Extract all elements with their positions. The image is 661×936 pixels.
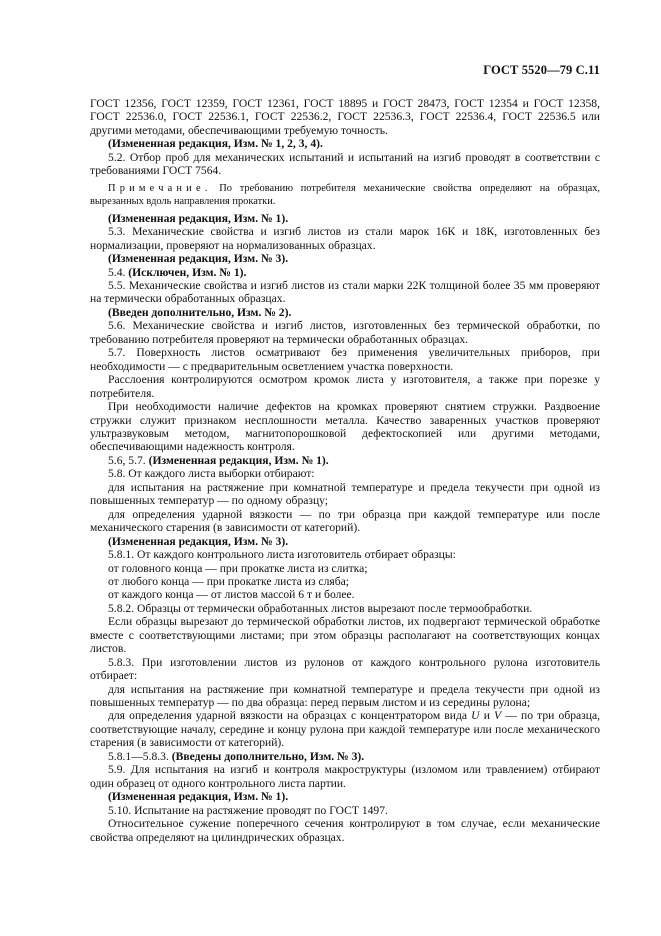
amendment-note	[90, 790, 600, 803]
text-run: Расслоения контролируются осмотром кромок листа у изготовителя, а также при порезке у потребителя.	[90, 373, 600, 400]
text-run: 5.5. Механические свойства и изгиб листов из стали марки 22К толщиной более 35 мм проверяют на термически обработанных образцах.	[90, 278, 600, 306]
paragraph	[90, 467, 600, 480]
text-run: 5.10. Испытание на растяжение проводят по ГОСТ 1497.	[108, 803, 388, 817]
paragraph	[90, 656, 600, 683]
paragraph	[90, 683, 600, 710]
paragraph	[90, 225, 600, 252]
paragraph	[90, 562, 600, 575]
paragraph	[90, 602, 600, 615]
italic-text: U	[471, 709, 480, 723]
text-run: от каждого конца — от листов массой 6 т и более.	[108, 588, 355, 602]
amendment-note	[90, 252, 600, 265]
amendment-note	[90, 306, 600, 319]
text-run: (Введен дополнительно, Изм. № 2).	[108, 305, 292, 319]
paragraph	[90, 319, 600, 346]
text-run: 5.8.1—5.8.3.	[108, 749, 172, 763]
text-run: (Измененная редакция, Изм. № 1).	[108, 211, 289, 225]
paragraph	[90, 750, 600, 763]
text-run: 5.8.1. От каждого контрольного листа изготовитель отбирает образцы:	[108, 548, 456, 562]
page-header: ГОСТ 5520—79 С.11	[483, 63, 600, 77]
paragraph	[90, 373, 600, 400]
bold-text: (Исключен, Изм. № 1).	[128, 265, 247, 279]
paragraph	[90, 346, 600, 373]
paragraph	[90, 508, 600, 535]
text-run: (Измененная редакция, Изм. № 1, 2, 3, 4).	[108, 137, 323, 151]
text-run: 5.9. Для испытания на изгиб и контроля макроструктуры (изломом или травлением) отбирают один образец от одного контрольного листа партии.	[90, 763, 600, 790]
text-run: от головного конца — при прокатке листа из слитка;	[108, 561, 368, 575]
text-run: (Измененная редакция, Изм. № 3).	[108, 534, 289, 548]
paragraph	[90, 97, 600, 137]
paragraph	[90, 481, 600, 508]
paragraph	[90, 400, 600, 454]
paragraph	[90, 279, 600, 306]
text-run: 5.3. Механические свойства и изгиб листов из стали марок 16К и 18К, изготовленных без нормализации, проверяют на нормализованных образцах.	[90, 225, 600, 252]
text-run: 5.8. От каждого листа выборки отбирают:	[108, 467, 315, 481]
note-paragraph	[90, 182, 600, 208]
paragraph	[90, 817, 600, 844]
amendment-note	[90, 535, 600, 548]
text-run: 5.8.3. При изготовлении листов из рулонов от каждого контрольного рулона изготовитель отбирает:	[90, 655, 600, 683]
text-run: По требованию потребителя механические свойства определяют на образцах, вырезанных вдоль направления прокатки.	[90, 182, 600, 207]
text-run: ГОСТ 12356, ГОСТ 12359, ГОСТ 12361, ГОСТ 18895 и ГОСТ 28473, ГОСТ 12354 и ГОСТ 12358, ГОСТ 22536.0, ГОСТ 22536.1, ГОСТ 22536.2, ГОСТ 22536.3, ГОСТ 22536.4, ГОСТ 22536.5 или другими методами, обеспечивающими требуемую точность.	[90, 97, 600, 137]
text-run: для определения ударной вязкости — по три образца при каждой температуре или после механического старения (в зависимости от категорий).	[90, 507, 600, 535]
text-run: 5.2. Отбор проб для механических испытаний и испытаний на изгиб проводят в соответствии с требованиями ГОСТ 7564.	[90, 150, 600, 178]
amendment-note	[90, 137, 600, 150]
paragraph	[90, 588, 600, 601]
spaced-label: Примечание.	[108, 182, 212, 194]
text-run: — по три образца, соответствующие началу, середине и концу рулона при каждой температуре или после механического старения (в зависимости от категорий).	[90, 709, 600, 750]
paragraph	[90, 575, 600, 588]
bold-text: (Измененная редакция, Изм. № 1).	[148, 453, 329, 467]
text-run: (Измененная редакция, Изм. № 1).	[108, 790, 289, 804]
text-run: для испытания на растяжение при комнатной температуре и предела текучести при одной из повышенных температур — по одному образцу;	[90, 480, 600, 508]
paragraph	[90, 709, 600, 749]
text-run: Если образцы вырезают до термической обработки листов, их подвергают термической обработке вместе с соответствующими листами; при этом образцы располагают на соответствующих концах листов.	[90, 615, 600, 656]
amendment-note	[90, 212, 600, 225]
text-run: для испытания на растяжение при комнатной температуре и предела текучести при одной из повышенных температур — по два образца: перед первым листом и из середины рулона;	[90, 682, 600, 710]
text-run: (Измененная редакция, Изм. № 3).	[108, 252, 289, 266]
text-run: 5.8.2. Образцы от термически обработанных листов вырезают после термообработки.	[108, 601, 533, 615]
bold-text: (Введены дополнительно, Изм. № 3).	[171, 749, 365, 763]
paragraph	[90, 454, 600, 467]
text-run: 5.7. Поверхность листов осматривают без применения увеличительных приборов, при необходимости — с предварительным осветлением участка поверхности.	[90, 346, 600, 373]
paragraph	[90, 763, 600, 790]
text-run: от любого конца — при прокатке листа из сляба;	[108, 574, 349, 588]
paragraph	[90, 615, 600, 655]
document-body	[90, 97, 600, 844]
paragraph	[90, 548, 600, 561]
text-run: При необходимости наличие дефектов на кромках проверяют снятием стружки. Раздвоение стружки служит признаком несплошности металла. Качество заваренных участков проверяют ультразвуковым методом, магнитопорошковой дефектоскопией или другими методами, обеспечивающими надежность контроля.	[90, 400, 600, 454]
italic-text: V	[494, 709, 502, 723]
text-run: 5.6. Механические свойства и изгиб листов, изготовленных без термической обработки, по требованию потребителя проверяют на термически обработанных образцах.	[90, 319, 600, 346]
paragraph	[90, 151, 600, 178]
paragraph	[90, 266, 600, 279]
text-run: для определения ударной вязкости на образцах с концентратором вида	[108, 709, 472, 723]
text-run: 5.6, 5.7.	[108, 453, 149, 467]
text-run: 5.4.	[108, 265, 129, 279]
text-run: Относительное сужение поперечного сечения контролируют в том случае, если механические свойства определяют на цилиндрических образцах.	[90, 817, 600, 844]
text-run: и	[479, 709, 495, 723]
paragraph	[90, 804, 600, 817]
